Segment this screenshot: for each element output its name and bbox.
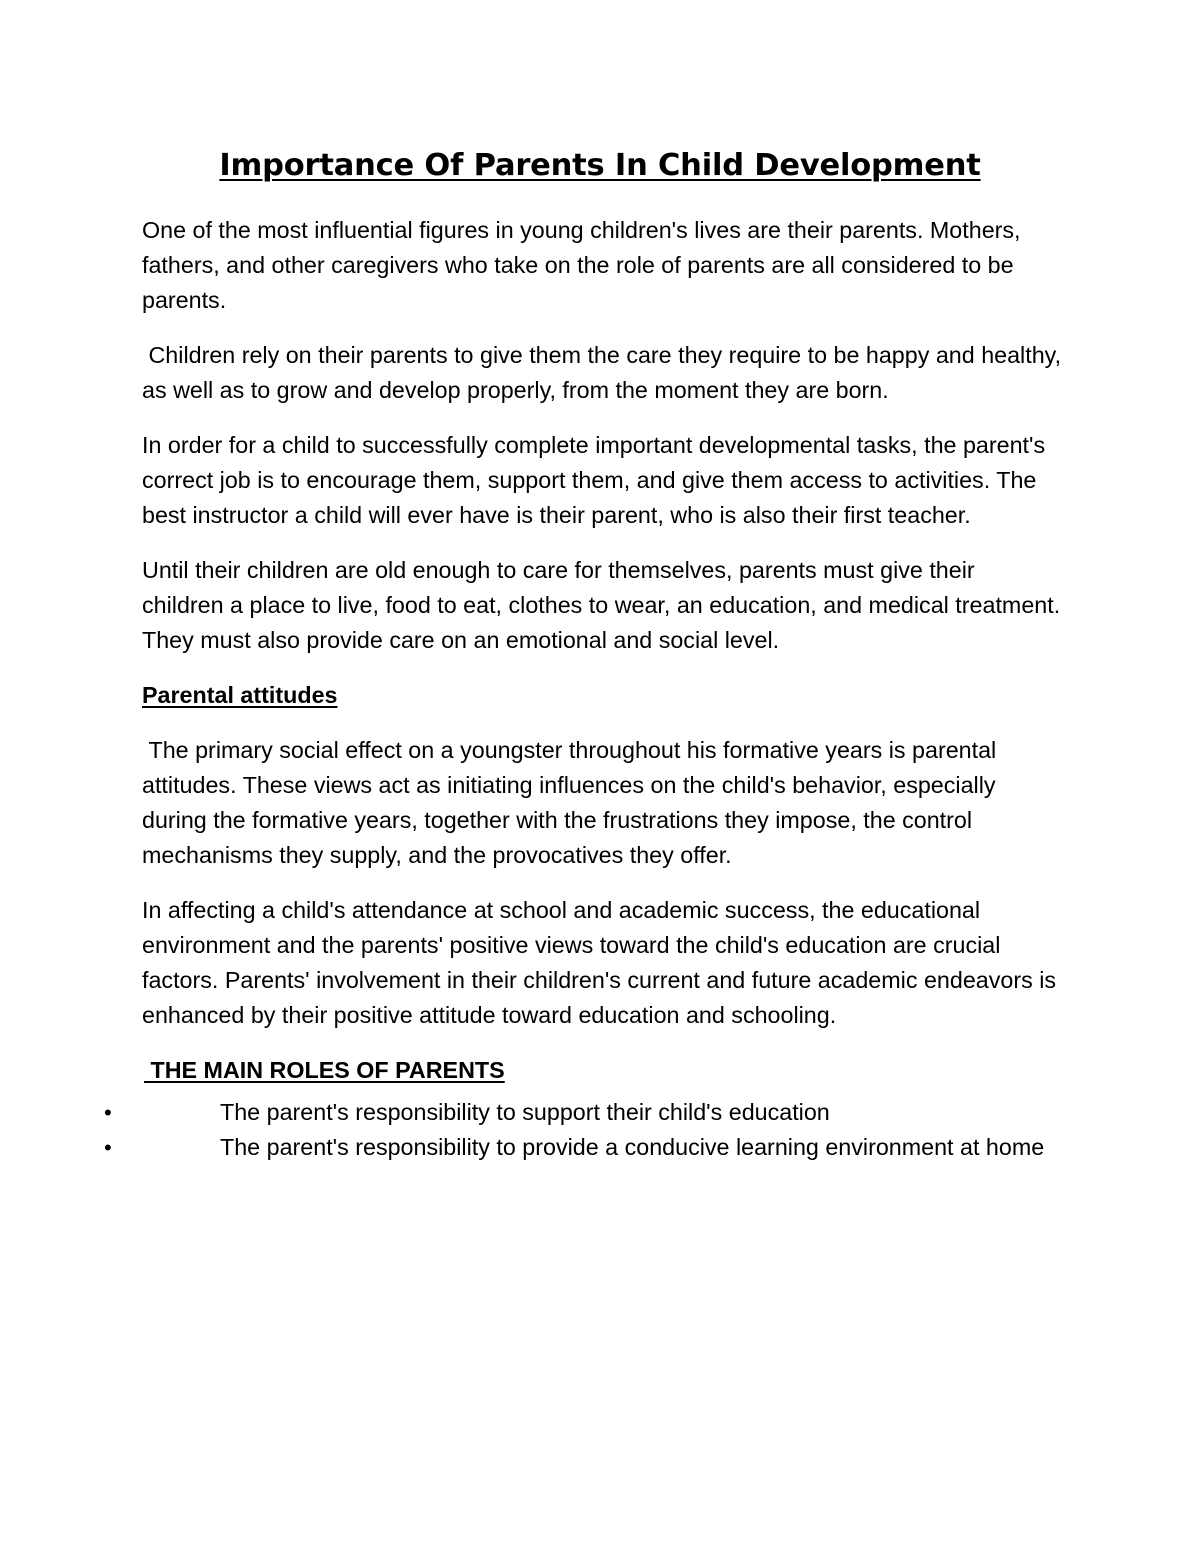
bullet-icon: • [104,1100,112,1125]
intro-paragraph-4: Until their children are old enough to care for themselves, parents must give their children a place to live, food to eat, clothes to wear, an education, and medical treatment. They must also provide care on an emotional and social level. [142,557,1061,653]
list-item-text: The parent's responsibility to provide a conducive learning environment at home [220,1134,1045,1160]
intro-paragraph-3: In order for a child to successfully complete important developmental tasks, the parent's correct job is to encourage them, support them, and give them access to activities. The best instructor a child will ever have is their parent, who is also their first teacher. [142,432,1046,528]
intro-paragraph-1: One of the most influential figures in young children's lives are their parents. Mothers, fathers, and other caregivers who take on the role of parents are all considered to be parents. [142,217,1021,313]
list-item [104,1131,1062,1164]
main-roles-list [104,1096,1062,1164]
document-title: Importance Of Parents In Child Development [219,148,981,183]
document-body [104,213,1068,1166]
intro-paragraph-2: Children rely on their parents to give them the care they require to be happy and healthy, as well as to grow and develop properly, from the moment they are born. [142,342,1068,403]
attitudes-paragraph-1: The primary social effect on a youngster throughout his formative years is parental attitudes. These views act as initiating influences on the child's behavior, especially during the formative years, together with the frustrations they impose, the control mechanisms they supply, and the provocatives they offer. [142,737,1003,868]
heading-main-roles: THE MAIN ROLES OF PARENTS [144,1057,505,1083]
bullet-icon: • [104,1135,112,1160]
attitudes-paragraph-2: In affecting a child's attendance at school and academic success, the educational environment and the parents' positive views toward the child's education are crucial factors. Parents' involvement in their children's current and future academic endeavors is enhanced by their positive attitude toward education and schooling. [142,897,1057,1028]
heading-parental-attitudes: Parental attitudes [142,682,338,708]
list-item [104,1096,1062,1129]
list-item-text: The parent's responsibility to support their child's education [220,1099,830,1125]
